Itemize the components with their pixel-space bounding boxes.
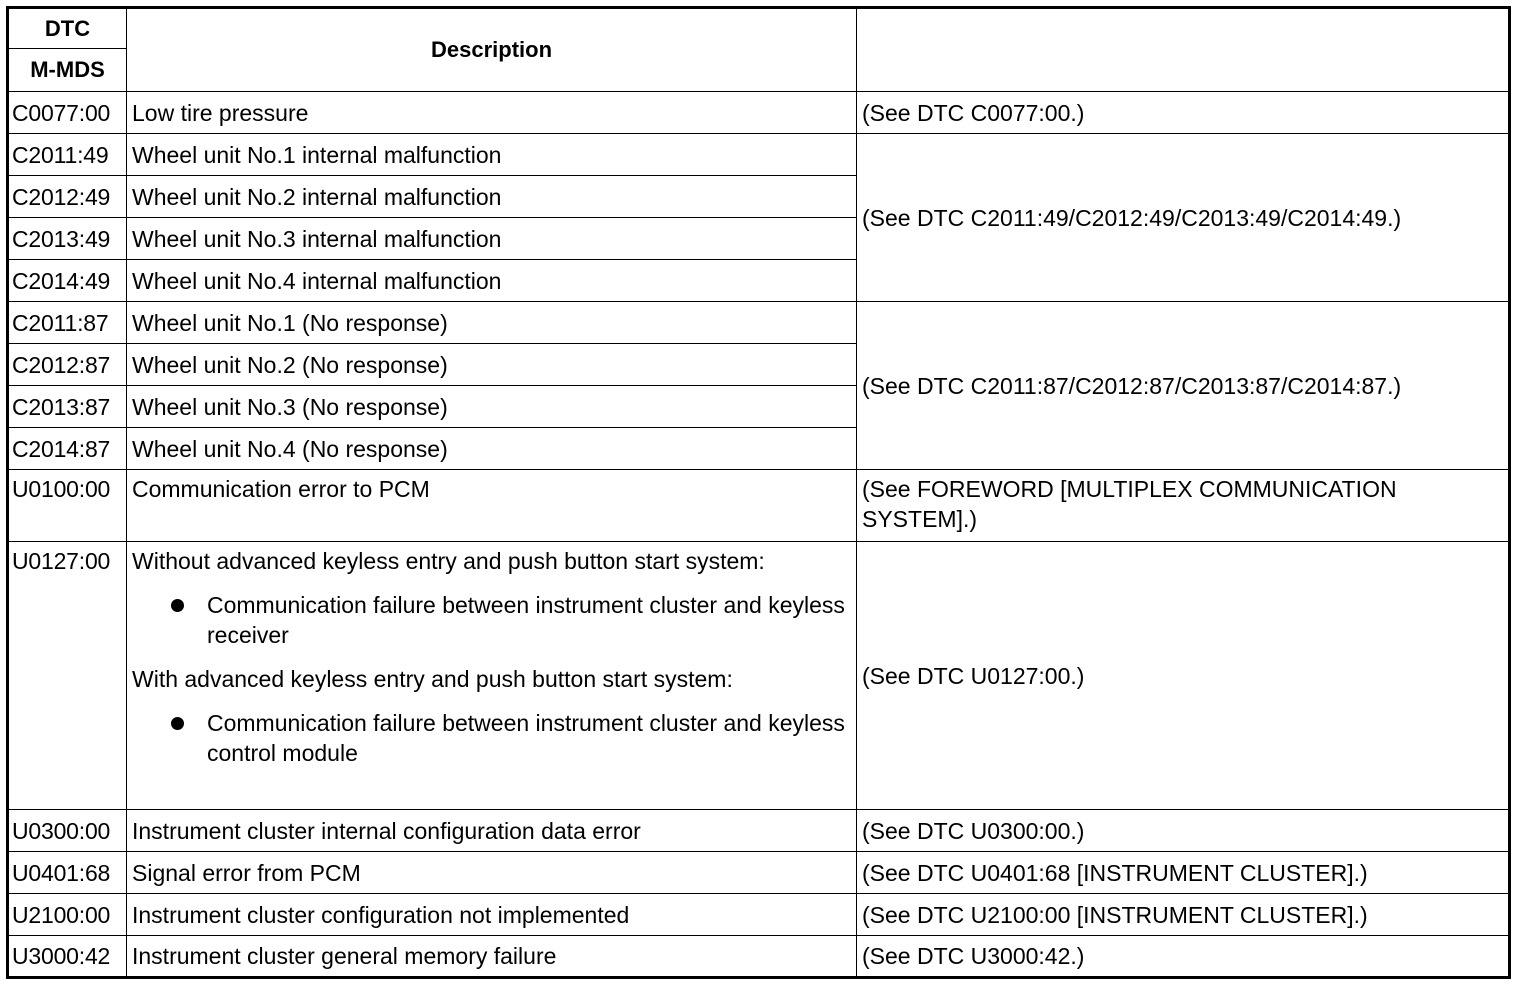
dtc-reference: (See DTC U0300:00.): [857, 810, 1510, 852]
table-row: [8, 470, 1510, 542]
dtc-code: C2012:49: [8, 176, 127, 218]
dtc-description: Instrument cluster internal configuration data error: [127, 810, 857, 852]
dtc-description: Wheel unit No.1 (No response): [127, 302, 857, 344]
dtc-reference: (See DTC U0127:00.): [857, 542, 1510, 810]
dtc-code: U0300:00: [8, 810, 127, 852]
bullet-list: [132, 590, 852, 650]
table-row: [8, 134, 1510, 176]
bullet-text: Communication failure between instrument cluster and keyless control module: [207, 710, 845, 766]
table-row: [8, 92, 1510, 134]
bullet-icon: [171, 599, 184, 612]
dtc-code: U0401:68: [8, 852, 127, 894]
table-row: [8, 936, 1510, 978]
header-reference: [857, 8, 1510, 92]
list-item: [207, 590, 852, 650]
dtc-code: C2011:49: [8, 134, 127, 176]
dtc-reference: (See DTC C2011:87/C2012:87/C2013:87/C2014:87.): [857, 302, 1510, 470]
dtc-description: Wheel unit No.1 internal malfunction: [127, 134, 857, 176]
table-row: [8, 542, 1510, 810]
dtc-description: Wheel unit No.3 (No response): [127, 386, 857, 428]
dtc-code: U0100:00: [8, 470, 127, 542]
dtc-description: Communication error to PCM: [127, 470, 857, 542]
table-row: [8, 302, 1510, 344]
dtc-table: [6, 6, 1511, 979]
table-row: [8, 852, 1510, 894]
dtc-code: C2011:87: [8, 302, 127, 344]
dtc-reference: (See DTC U3000:42.): [857, 936, 1510, 978]
description-intro: Without advanced keyless entry and push button start system:: [132, 548, 765, 574]
bullet-list: [132, 708, 852, 768]
dtc-table-container: [6, 6, 1508, 979]
list-item: [207, 708, 852, 768]
dtc-description: Low tire pressure: [127, 92, 857, 134]
dtc-description: Instrument cluster general memory failure: [127, 936, 857, 978]
dtc-description: Wheel unit No.3 internal malfunction: [127, 218, 857, 260]
dtc-code: C2013:49: [8, 218, 127, 260]
dtc-reference: (See DTC U2100:00 [INSTRUMENT CLUSTER].): [857, 894, 1510, 936]
dtc-code: C2014:87: [8, 428, 127, 470]
dtc-description: Wheel unit No.4 (No response): [127, 428, 857, 470]
dtc-reference: (See DTC C0077:00.): [857, 92, 1510, 134]
dtc-code: C2013:87: [8, 386, 127, 428]
dtc-reference: (See DTC C2011:49/C2012:49/C2013:49/C2014:49.): [857, 134, 1510, 302]
bullet-icon: [171, 717, 184, 730]
dtc-reference: (See DTC U0401:68 [INSTRUMENT CLUSTER].): [857, 852, 1510, 894]
dtc-description: Wheel unit No.2 (No response): [127, 344, 857, 386]
description-intro: With advanced keyless entry and push button start system:: [132, 666, 733, 692]
bullet-text: Communication failure between instrument cluster and keyless receiver: [207, 592, 845, 648]
dtc-description: Wheel unit No.4 internal malfunction: [127, 260, 857, 302]
dtc-description: Instrument cluster configuration not implemented: [127, 894, 857, 936]
dtc-reference: (See FOREWORD [MULTIPLEX COMMUNICATION SYSTEM].): [857, 470, 1510, 542]
dtc-description: Signal error from PCM: [127, 852, 857, 894]
dtc-code: U2100:00: [8, 894, 127, 936]
header-mmds: M-MDS: [8, 49, 127, 92]
dtc-code: C0077:00: [8, 92, 127, 134]
dtc-code: U3000:42: [8, 936, 127, 978]
table-row: [8, 810, 1510, 852]
dtc-description: Wheel unit No.2 internal malfunction: [127, 176, 857, 218]
dtc-description-multi: [127, 542, 857, 810]
header-description: Description: [127, 8, 857, 92]
header-dtc: DTC: [8, 8, 127, 49]
dtc-code: C2012:87: [8, 344, 127, 386]
table-row: [8, 894, 1510, 936]
dtc-code: U0127:00: [8, 542, 127, 810]
dtc-code: C2014:49: [8, 260, 127, 302]
